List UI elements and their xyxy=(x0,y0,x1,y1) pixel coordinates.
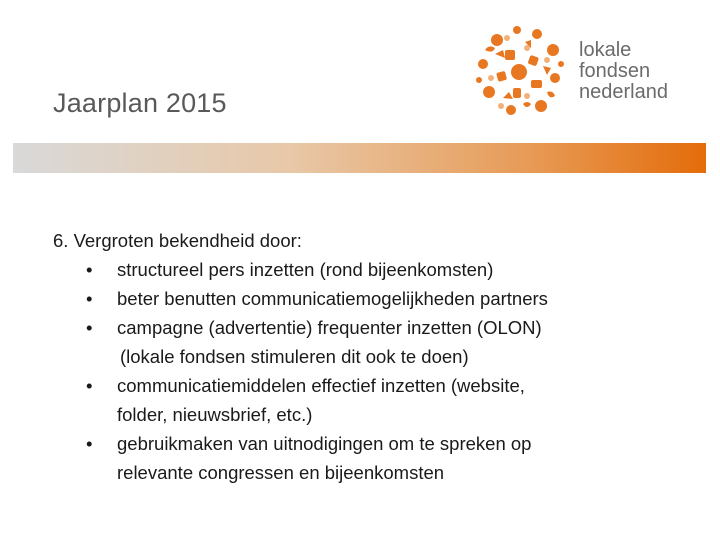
bullet-icon: • xyxy=(86,259,93,280)
logo-text-line-1: lokale xyxy=(579,39,632,61)
list-item-line: gebruikmaken van uitnodigingen om te spreken op xyxy=(117,433,532,454)
logo-text-line-2: fondsen xyxy=(579,60,651,82)
list-item xyxy=(53,313,693,371)
slide-body xyxy=(53,226,693,487)
list-item xyxy=(53,371,693,429)
list-item xyxy=(53,429,693,487)
bullet-icon: • xyxy=(86,317,93,338)
list-item-line: (lokale fondsen stimuleren dit ook te doen) xyxy=(120,346,469,367)
logo-mark-icon xyxy=(467,20,571,124)
list-item xyxy=(53,255,693,284)
list-item-line: campagne (advertentie) frequenter inzetten (OLON) xyxy=(117,317,542,338)
list-item xyxy=(53,284,693,313)
list-item-line: beter benutten communicatiemogelijkheden partners xyxy=(117,288,548,309)
list-item-line: communicatiemiddelen effectief inzetten (website, xyxy=(117,375,525,396)
logo xyxy=(467,18,677,128)
slide-title: Jaarplan 2015 xyxy=(53,88,227,118)
body-heading: 6. Vergroten bekendheid door: xyxy=(53,230,302,251)
logo-text-line-3: nederland xyxy=(579,81,668,103)
logo-text xyxy=(579,40,668,103)
bullet-icon: • xyxy=(86,433,93,454)
header-gradient-bar xyxy=(13,143,706,173)
bullet-icon: • xyxy=(86,288,93,309)
list-item-line: relevante congressen en bijeenkomsten xyxy=(117,462,445,483)
list-item-line: structureel pers inzetten (rond bijeenkomsten) xyxy=(117,259,494,280)
bullet-list xyxy=(53,255,693,487)
list-item-line: folder, nieuwsbrief, etc.) xyxy=(117,404,313,425)
bullet-icon: • xyxy=(86,375,93,396)
